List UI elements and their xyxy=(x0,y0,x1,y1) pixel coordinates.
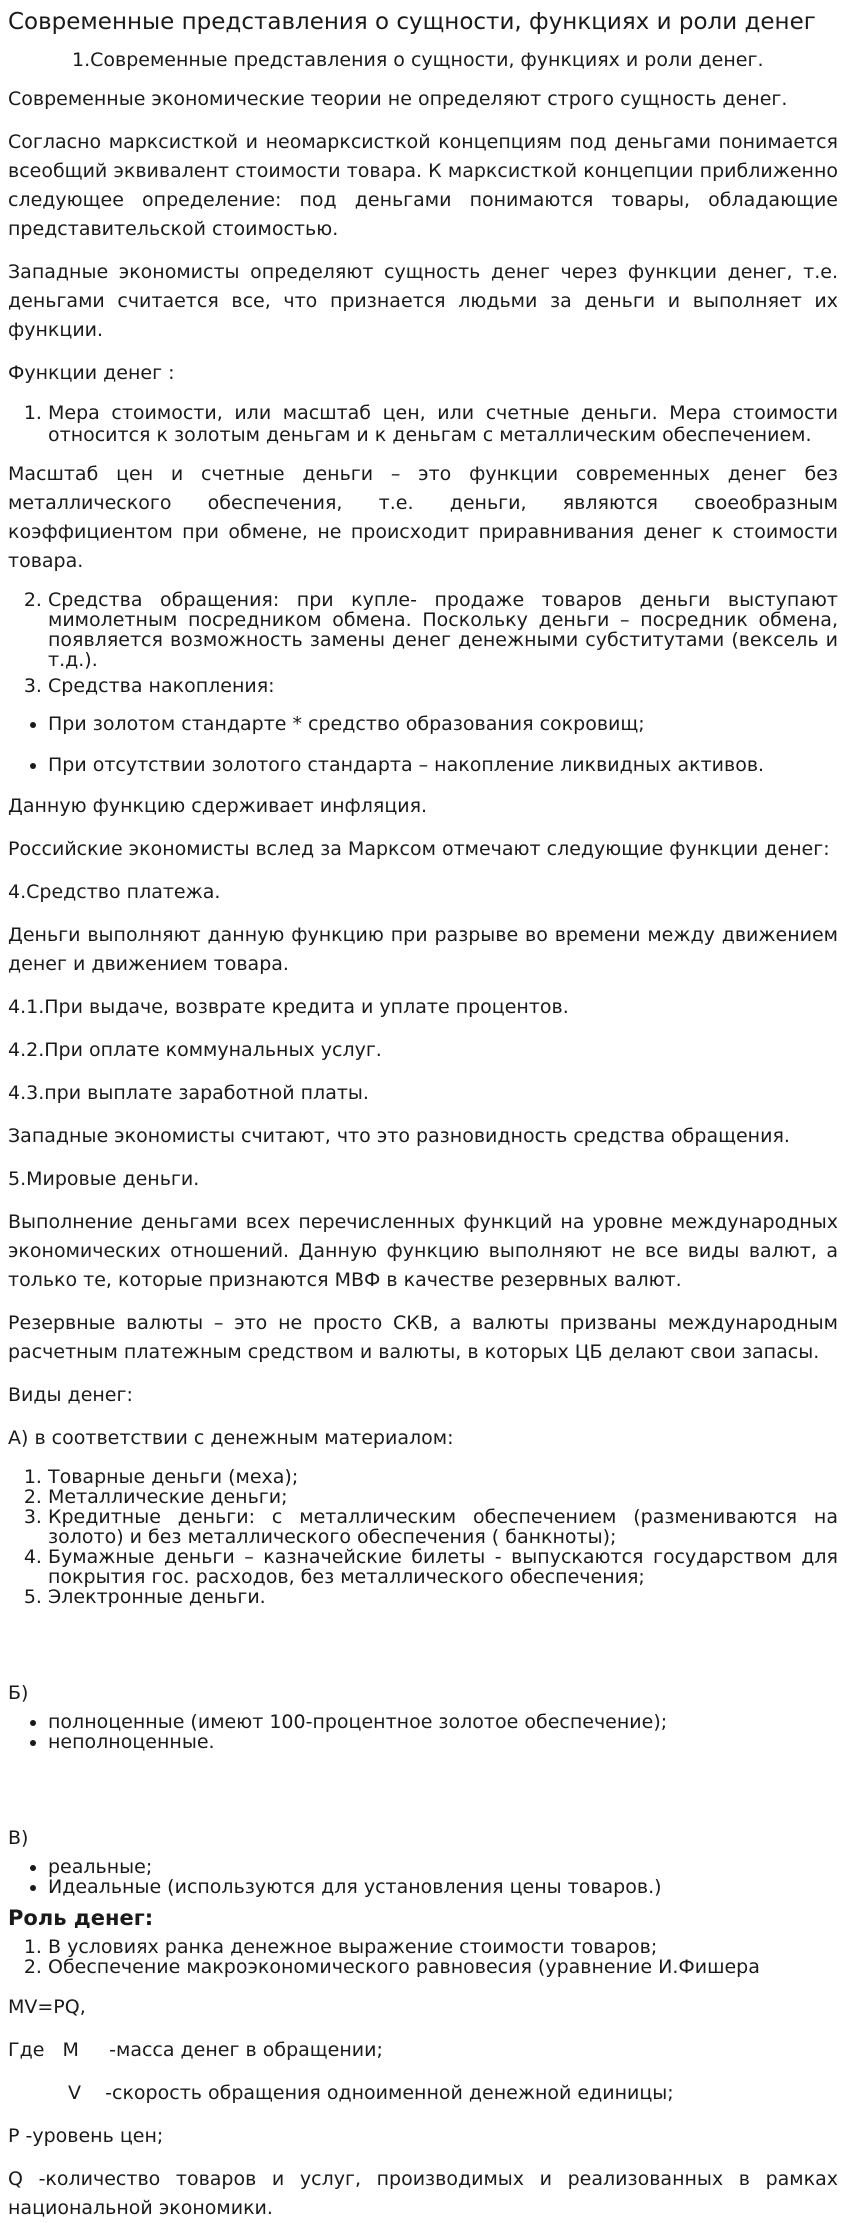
types-a-list xyxy=(8,1467,838,1607)
list-item: • неполноценные. xyxy=(48,1732,838,1752)
list-item: 3. Кредитные деньги: с металлическим обеспечением (размениваются на золото) и без металлического обеспечения ( банкноты); xyxy=(48,1507,838,1547)
list-item: 2. Обеспечение макроэкономического равновесия (уравнение И.Фишера xyxy=(48,1957,838,1977)
paragraph-type-b: Б) xyxy=(8,1682,29,1704)
paragraph-4-1: 4.1.При выдаче, возврате кредита и уплате процентов. xyxy=(8,996,569,1018)
paragraph-western: Западные экономисты определяют сущность денег через функции денег, т.е. деньгами считается все, что признается людьми за деньги и выполняет их функции. xyxy=(8,261,838,341)
numbered-heading: 1.Современные представления о сущности, функциях и роли денег. xyxy=(72,49,764,71)
list-item: 1. Товарные деньги (меха); xyxy=(48,1467,838,1487)
paragraph-type-a: А) в соответствии с денежным материалом: xyxy=(8,1427,454,1449)
list-item: 4. Бумажные деньги – казначейские билеты - выпускаются государством для покрытия гос. расходов, без металлического обеспечения; xyxy=(48,1547,838,1587)
paragraph-intro: Современные экономические теории не определяют строго сущность денег. xyxy=(8,88,788,110)
list-item: • реальные; xyxy=(48,1857,838,1877)
spacer xyxy=(8,1621,838,1679)
paragraph-where-p: P -уровень цен; xyxy=(8,2125,164,2147)
paragraph-reserve: Резервные валюты – это не просто СКВ, а валюты призваны международным расчетным платежным средством и валюты, в которых ЦБ делают свои запасы. xyxy=(8,1312,838,1363)
paragraph-russian: Российские экономисты вслед за Марксом отмечают следующие функции денег: xyxy=(8,838,830,860)
paragraph-where-v: V -скорость обращения одноименной денежной единицы; xyxy=(68,2082,674,2104)
role-heading: Роль денег: xyxy=(8,1906,154,1930)
paragraph-4-3: 4.3.при выплате заработной платы. xyxy=(8,1082,369,1104)
paragraph-payment: 4.Средство платежа. xyxy=(8,881,221,903)
paragraph-marx: Согласно марксисткой и неомарксисткой концепциям под деньгами понимается всеобщий эквивалент стоимости товара. К марксисткой концепции приближенно следующее определение: под деньгами понимаются товары, обладающие представительской стоимостью. xyxy=(8,131,838,240)
list-item: • полноценные (имеют 100-процентное золотое обеспечение); xyxy=(48,1712,838,1732)
paragraph-world-desc: Выполнение деньгами всех перечисленных функций на уровне международных экономических отношений. Данную функцию выполняют не все виды валют, а только те, которые признаются МВФ в качестве резервных валют. xyxy=(8,1211,838,1291)
document-title: Современные представления о сущности, функциях и роли денег xyxy=(8,9,816,35)
list-item: • При отсутствии золотого стандарта – накопление ликвидных активов. xyxy=(48,751,838,780)
paragraph-payment-desc: Деньги выполняют данную функцию при разрыве во времени между движением денег и движением товара. xyxy=(8,924,838,975)
paragraph-world: 5.Мировые деньги. xyxy=(8,1168,200,1190)
paragraph-where-m: Где M -масса денег в обращении; xyxy=(8,2039,383,2061)
paragraph-formula: MV=PQ, xyxy=(8,1996,86,2018)
paragraph-4-2: 4.2.При оплате коммунальных услуг. xyxy=(8,1039,382,1061)
list-item: 1. Мера стоимости, или масштаб цен, или счетные деньги. Мера стоимости относится к золотым деньгам и к деньгам с металлическим обеспечением. xyxy=(48,402,838,446)
list-item: 3. Средства накопления: xyxy=(48,674,838,698)
types-b-list xyxy=(8,1712,838,1752)
spacer xyxy=(8,1766,838,1824)
paragraph-scale: Масштаб цен и счетные деньги – это функции современных денег без металлического обеспечения, т.е. деньги, являются своеобразным коэффициентом при обмене, не происходит приравнивания денег к стоимости товара. xyxy=(8,463,838,572)
list-item: • Идеальные (используются для установления цены товаров.) xyxy=(48,1877,838,1897)
paragraph-inflation: Данную функцию сдерживает инфляция. xyxy=(8,795,428,817)
list-item: 2. Средства обращения: при купле- продаже товаров деньги выступают мимолетным посредником обмена. Поскольку деньги – посредник обмена, появляется возможность замены денег денежными субститутами (вексель и т.д.). xyxy=(48,590,838,670)
functions-list-2 xyxy=(8,590,838,698)
paragraph-where-q: Q -количество товаров и услуг, производимых и реализованных в рамках национальной экономики. xyxy=(8,2168,838,2219)
functions-list-1 xyxy=(8,402,838,446)
list-item: 2. Металлические деньги; xyxy=(48,1487,838,1507)
accumulation-bullets xyxy=(8,710,838,780)
list-item: 1. В условиях ранка денежное выражение стоимости товаров; xyxy=(48,1937,838,1957)
paragraph-type-v: В) xyxy=(8,1827,29,1849)
list-item: • При золотом стандарте * средство образования сокровищ; xyxy=(48,710,838,739)
functions-label: Функции денег : xyxy=(8,362,175,384)
paragraph-types: Виды денег: xyxy=(8,1384,133,1406)
document xyxy=(0,8,847,2223)
role-list xyxy=(8,1937,838,1977)
paragraph-western-2: Западные экономисты считают, что это разновидность средства обращения. xyxy=(8,1125,790,1147)
list-item: 5. Электронные деньги. xyxy=(48,1587,838,1607)
types-v-list xyxy=(8,1857,838,1897)
